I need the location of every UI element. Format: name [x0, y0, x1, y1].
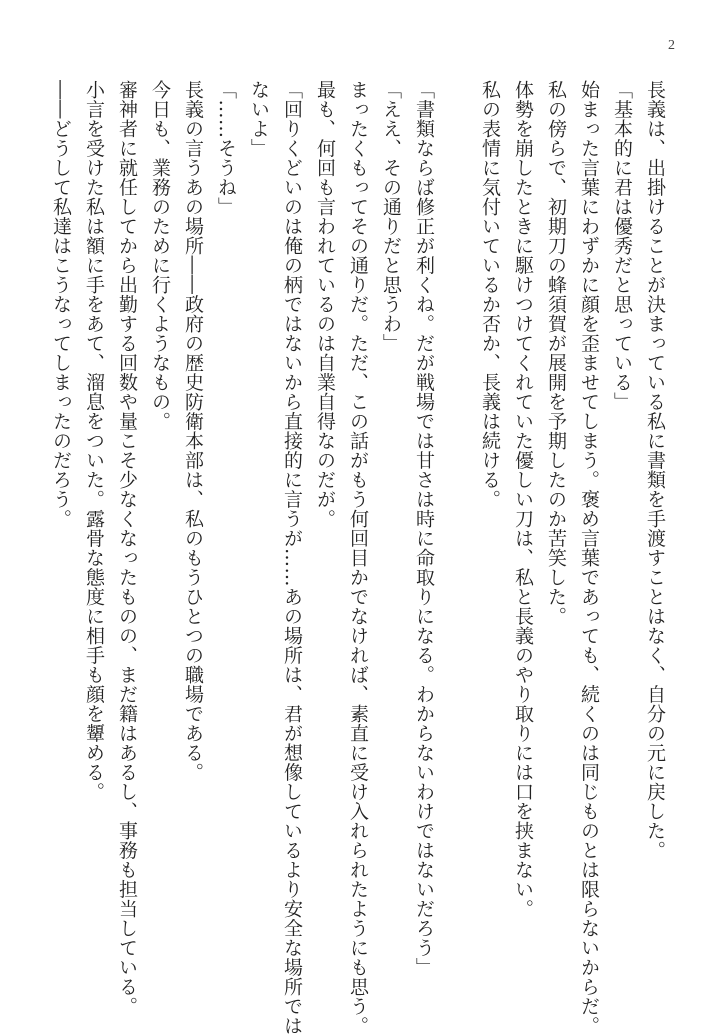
text-line: 今日も、業務のために行くようなもの。 — [149, 80, 171, 431]
text-line: 「回りくどいのは俺の柄ではないから直接的に言うが……あの場所は、君が想像しているより安全な場所では — [281, 80, 303, 1036]
vertical-text-body — [44, 80, 671, 1036]
text-line: まったくもってその通りだ。ただ、この話がもう何回目かでなければ、素直に受け入れられたようにも思う。 — [347, 80, 369, 1036]
text-line: 私の表情に気付いているか否か、長義は続ける。 — [479, 80, 501, 509]
text-line: 長義は、出掛けることが決まっている私に書類を手渡すことはなく、自分の元に戻した。 — [644, 80, 666, 860]
text-line: 「……そうね」 — [215, 80, 237, 217]
text-line: 最も、何回も言われているのは自業自得なのだが。 — [314, 80, 336, 529]
text-line: 審神者に就任してから出勤する回数や量こそ少なくなったものの、まだ籍はあるし、事務も担当している。 — [116, 80, 138, 1016]
text-line: 私の傍らで、初期刀の蜂須賀が展開を予期したのか苦笑した。 — [545, 80, 567, 626]
text-line: 小言を受けた私は額に手をあて、溜息をついた。露骨な態度に相手も顔を顰める。 — [83, 80, 105, 802]
text-line: 始まった言葉にわずかに顔を歪ませてしまう。褒め言葉であっても、続くのは同じものとは限らないからだ。 — [578, 80, 600, 1036]
text-line: ないよ」 — [248, 80, 270, 158]
text-line: 「基本的に君は優秀だと思っている」 — [611, 80, 633, 412]
page-number: 2 — [668, 38, 675, 53]
paragraph-gap — [440, 80, 473, 960]
text-line: 長義の言うあの場所――政府の歴史防衛本部は、私のもうひとつの職場である。 — [182, 80, 204, 782]
text-line: 体勢を崩したときに駆けつけてくれていた優しい刀は、私と長義のやり取りには口を挟まない。 — [512, 80, 534, 919]
text-line: 「書類ならば修正が利くね。だが戦場では甘さは時に命取りになる。わからないわけではないだろう」 — [413, 80, 435, 977]
text-line: 「ええ、その通りだと思うわ」 — [380, 80, 402, 353]
text-line: ――どうして私達はこうなってしまったのだろう。 — [50, 80, 72, 529]
